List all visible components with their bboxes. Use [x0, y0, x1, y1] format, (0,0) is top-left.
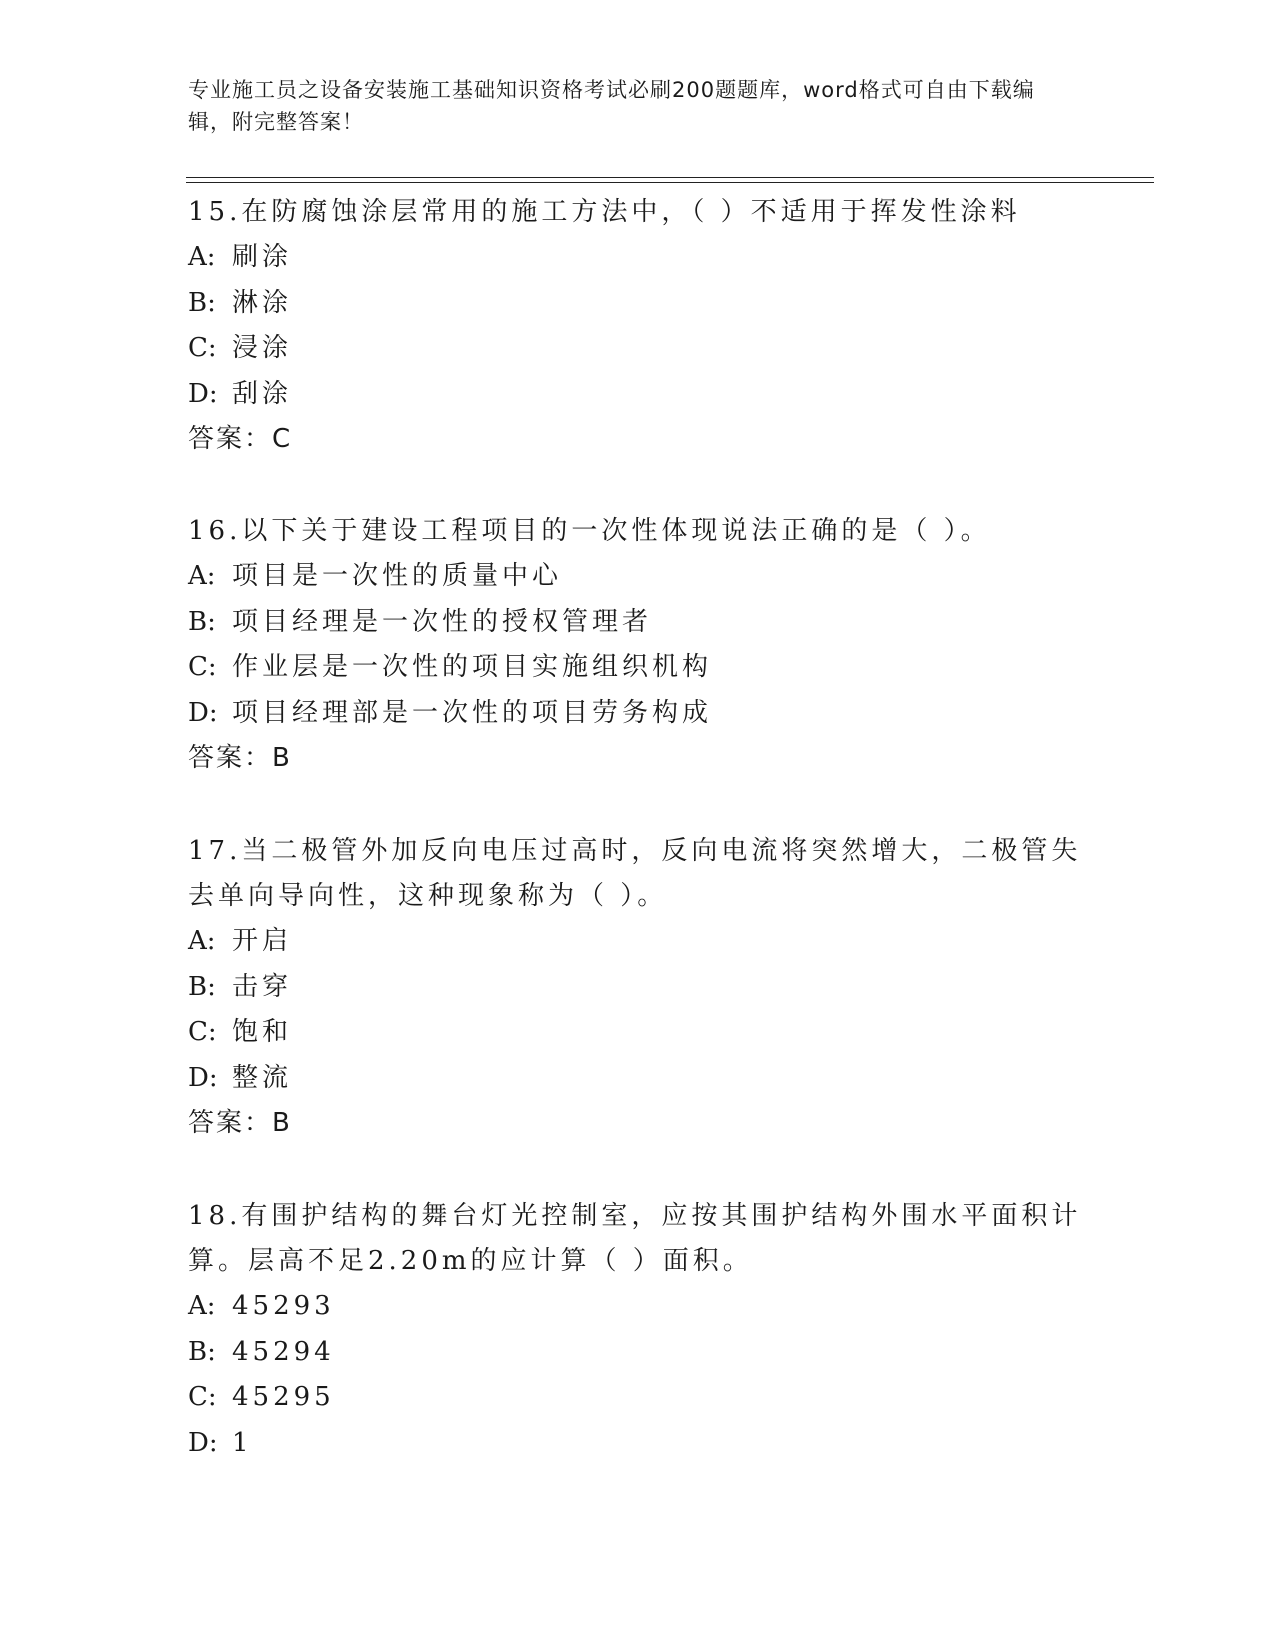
header-divider-bottom	[186, 182, 1154, 183]
option-key: C:	[188, 652, 217, 682]
option-c	[188, 1375, 1088, 1421]
option-key: B:	[188, 287, 216, 318]
option-key: D:	[188, 1062, 218, 1093]
option-d	[188, 1421, 1088, 1467]
header-divider-top	[186, 177, 1154, 178]
option-key: A:	[188, 561, 216, 591]
question-15	[188, 190, 1088, 462]
option-d	[188, 372, 1088, 418]
option-text: 整流	[232, 1062, 293, 1093]
option-key: C:	[188, 1017, 217, 1047]
option-text: 项目是一次性的质量中心	[232, 561, 563, 591]
option-list	[188, 1284, 1088, 1466]
question-stem: 16.以下关于建设工程项目的一次性体现说法正确的是（ ）。	[188, 516, 991, 546]
question-18	[188, 1194, 1088, 1466]
option-list	[188, 919, 1088, 1101]
option-c	[188, 326, 1088, 372]
question-stem: 17.当二极管外加反向电压过高时，反向电流将突然增大，二极管失去单向导向性，这种现象称为（ ）。	[188, 836, 1082, 911]
option-b	[188, 281, 1088, 327]
option-c	[188, 645, 1088, 691]
option-text: 1	[232, 1427, 253, 1458]
option-text: 开启	[232, 926, 293, 956]
option-a	[188, 235, 1088, 281]
option-text: 项目经理是一次性的授权管理者	[232, 606, 653, 637]
option-key: A:	[188, 242, 216, 272]
option-key: A:	[188, 926, 216, 956]
answer-line: 答案：C	[188, 424, 293, 454]
option-a	[188, 554, 1088, 600]
option-a	[188, 1284, 1088, 1330]
option-text: 刮涂	[232, 378, 293, 409]
option-text: 项目经理部是一次性的项目劳务构成	[232, 697, 713, 728]
option-key: A:	[188, 1291, 216, 1321]
option-key: C:	[188, 1382, 217, 1412]
option-text: 45293	[232, 1291, 335, 1321]
question-stem: 15.在防腐蚀涂层常用的施工方法中，（ ）不适用于挥发性涂料	[188, 197, 1021, 227]
option-key: C:	[188, 333, 217, 363]
option-text: 刷涂	[232, 242, 293, 272]
option-c	[188, 1010, 1088, 1056]
question-stem: 18.有围护结构的舞台灯光控制室，应按其围护结构外围水平面积计算。层高不足2.20m的应计算（ ）面积。	[188, 1201, 1082, 1276]
document-header: 专业施工员之设备安装施工基础知识资格考试必刷200题题库，word格式可自由下载编辑，附完整答案！	[188, 78, 1035, 134]
answer-line: 答案：B	[188, 1108, 292, 1138]
option-text: 作业层是一次性的项目实施组织机构	[232, 652, 713, 682]
option-text: 45295	[232, 1382, 335, 1412]
option-d	[188, 1056, 1088, 1102]
option-d	[188, 691, 1088, 737]
option-list	[188, 554, 1088, 736]
option-text: 45294	[232, 1336, 335, 1367]
question-17	[188, 829, 1088, 1146]
option-key: B:	[188, 606, 216, 637]
option-a	[188, 919, 1088, 965]
answer-line: 答案：B	[188, 743, 292, 773]
option-key: B:	[188, 1336, 216, 1367]
option-list	[188, 235, 1088, 417]
option-b	[188, 1330, 1088, 1376]
option-key: D:	[188, 697, 218, 728]
option-text: 饱和	[232, 1017, 293, 1047]
option-text: 击穿	[232, 971, 293, 1002]
option-b	[188, 965, 1088, 1011]
option-text: 淋涂	[232, 287, 293, 318]
option-key: B:	[188, 971, 216, 1002]
option-text: 浸涂	[232, 333, 293, 363]
option-key: D:	[188, 378, 218, 409]
question-16	[188, 509, 1088, 781]
option-key: D:	[188, 1427, 218, 1458]
option-b	[188, 600, 1088, 646]
